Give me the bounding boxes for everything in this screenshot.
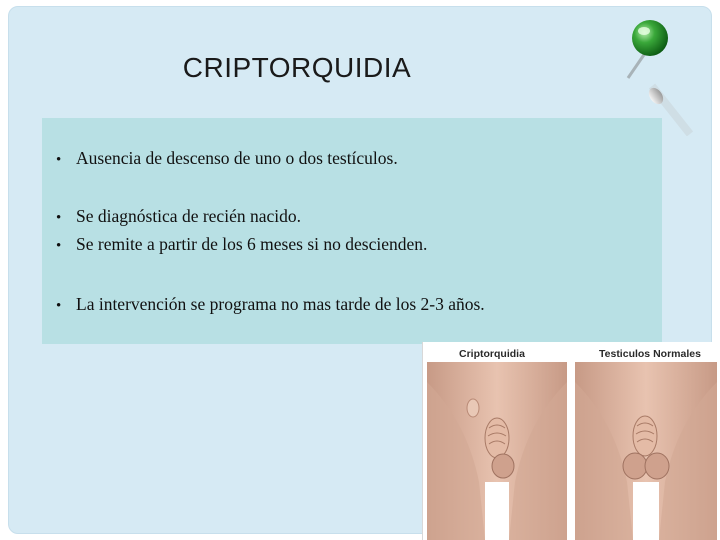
cryptorchidism-figure — [427, 362, 567, 540]
bullet-item — [56, 148, 398, 169]
bullet-text: Se remite a partir de los 6 meses si no descienden. — [76, 234, 428, 254]
bullet-text: Ausencia de descenso de uno o dos testículos. — [76, 148, 398, 168]
normal-testicles-figure — [575, 362, 717, 540]
medical-illustration — [422, 342, 720, 540]
slide-title: CRIPTORQUIDIA — [182, 52, 412, 83]
bullet-symbol: • — [56, 238, 62, 254]
bullet-item — [56, 294, 485, 315]
bullet-text: Se diagnóstica de recién nacido. — [76, 206, 301, 226]
bullet-symbol: • — [56, 152, 62, 168]
bullet-item — [56, 234, 427, 255]
bullet-text: La intervención se programa no mas tarde de los 2-3 años. — [76, 294, 485, 314]
bullet-symbol: • — [56, 210, 62, 226]
bullet-symbol: • — [56, 298, 62, 314]
illustration-label-cryptorchidism: Criptorquidia — [459, 348, 525, 360]
bullet-item — [56, 206, 301, 227]
content-box — [42, 118, 662, 344]
illustration-label-normal: Testiculos Normales — [599, 348, 701, 360]
